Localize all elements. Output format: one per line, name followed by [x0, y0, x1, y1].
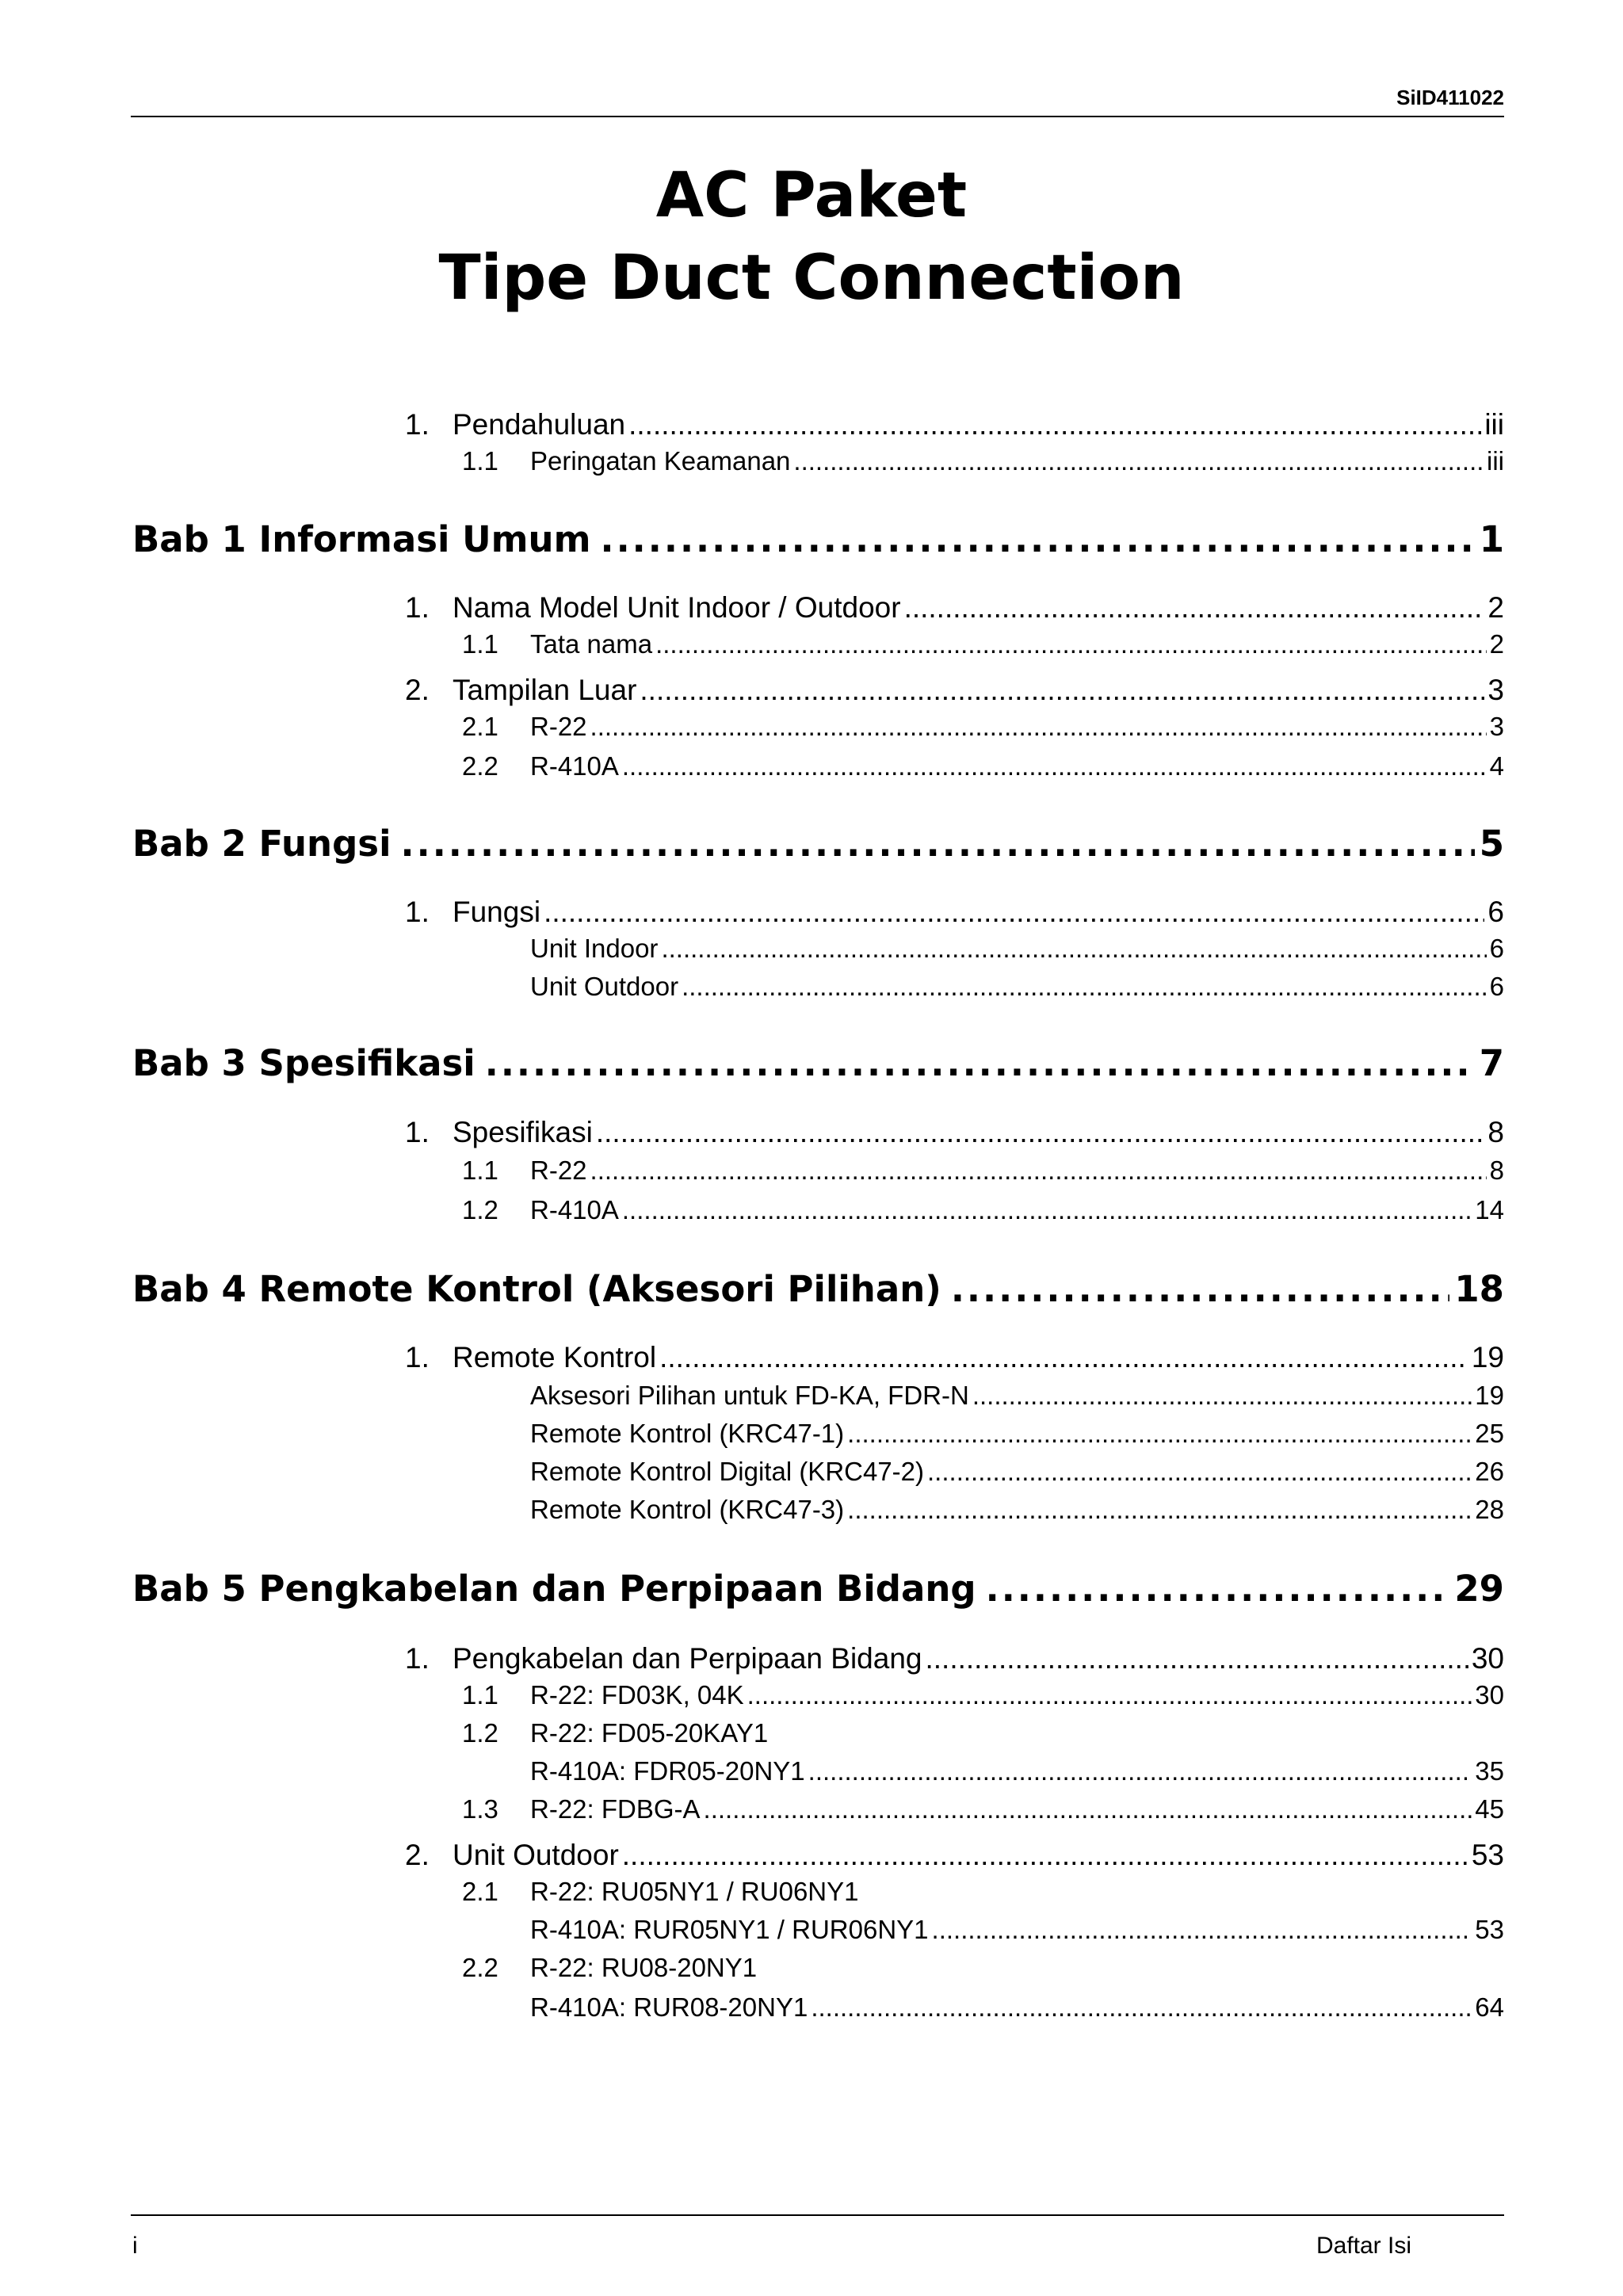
- toc-leader-dots: [704, 1793, 1472, 1826]
- toc-page-number: 3: [1489, 712, 1504, 741]
- toc-entry-label: Tata nama: [530, 629, 653, 659]
- toc-leader-dots: [972, 1379, 1472, 1412]
- toc-leader-dots: [793, 445, 1484, 478]
- toc-entry-label: Fungsi: [453, 896, 541, 928]
- toc-entry-label: R-22: RU05NY1 / RU06NY1: [530, 1877, 859, 1906]
- document-code: SiID411022: [1396, 86, 1504, 109]
- toc-entry-remote-kontrol[interactable]: [405, 1339, 1504, 1376]
- toc-entry-number: 1.1: [462, 1156, 498, 1185]
- toc-entry-rur05ny1[interactable]: [530, 1913, 1504, 1946]
- toc-page-number: 4: [1489, 751, 1504, 781]
- toc-entry-label: R-410A: [530, 1195, 619, 1224]
- toc-page-number: 3: [1487, 674, 1504, 706]
- toc-entry-label: Unit Outdoor: [530, 972, 679, 1001]
- toc-page-number: iii: [1487, 446, 1504, 476]
- toc-leader-dots: [622, 1194, 1472, 1227]
- toc-entry-ru08-20ny1[interactable]: [462, 1951, 1504, 1985]
- toc-leader-dots: [401, 820, 1475, 868]
- toc-leader-dots: [485, 1040, 1475, 1087]
- toc-entry-fd05-20kay1[interactable]: [462, 1717, 1504, 1750]
- header-divider: [131, 116, 1504, 117]
- toc-page-number: 5: [1479, 823, 1504, 865]
- toc-page-number: 30: [1471, 1642, 1504, 1675]
- toc-page-number: 1: [1479, 518, 1504, 560]
- toc-entry-label: R-410A: [530, 751, 619, 781]
- toc-entry-krc47-1[interactable]: [530, 1417, 1504, 1450]
- toc-chapter-label: Bab 4 Remote Kontrol (Aksesori Pilihan): [132, 1268, 941, 1310]
- toc-entry-number: 1.: [405, 1642, 430, 1675]
- toc-chapter-bab-1[interactable]: [132, 516, 1504, 563]
- toc-entry-label: R-22: [530, 712, 587, 741]
- toc-page-number: 26: [1475, 1457, 1504, 1486]
- toc-entry-pengkabelan[interactable]: [405, 1641, 1504, 1677]
- toc-entry-ru05ny1[interactable]: [462, 1875, 1504, 1908]
- toc-page-number: 35: [1475, 1756, 1504, 1786]
- toc-leader-dots: [986, 1565, 1450, 1613]
- toc-entry-label: R-22: FDBG-A: [530, 1794, 701, 1824]
- toc-entry-label: Unit Outdoor: [453, 1839, 619, 1871]
- toc-chapter-bab-4[interactable]: [132, 1266, 1504, 1313]
- toc-page-number: 19: [1471, 1341, 1504, 1373]
- toc-entry-label: R-22: FD03K, 04K: [530, 1680, 744, 1710]
- toc-entry-label: Tampilan Luar: [453, 674, 637, 706]
- toc-page-number: 6: [1489, 934, 1504, 963]
- toc-entry-number: 1.2: [462, 1718, 498, 1748]
- toc-leader-dots: [661, 932, 1486, 965]
- footer-divider: [131, 2214, 1504, 2216]
- toc-leader-dots: [747, 1679, 1472, 1712]
- toc-entry-label: Aksesori Pilihan untuk FD-KA, FDR-N: [530, 1381, 969, 1410]
- toc-entry-fungsi[interactable]: [405, 894, 1504, 930]
- toc-entry-number: 1.3: [462, 1794, 498, 1824]
- toc-entry-number: 1.: [405, 1116, 430, 1148]
- toc-page-number: 64: [1475, 1992, 1504, 2022]
- toc-leader-dots: [622, 750, 1487, 783]
- toc-entry-unit-outdoor-piping[interactable]: [405, 1837, 1504, 1874]
- toc-entry-r410a[interactable]: [462, 750, 1504, 783]
- toc-page-number: 2: [1487, 591, 1504, 624]
- toc-leader-dots: [640, 672, 1484, 709]
- toc-page-number: 45: [1475, 1794, 1504, 1824]
- toc-leader-dots: [628, 407, 1481, 443]
- toc-entry-number: 1.1: [462, 629, 498, 659]
- toc-entry-spesifikasi-r410a[interactable]: [462, 1194, 1504, 1227]
- toc-page-number: 2: [1489, 629, 1504, 659]
- toc-leader-dots: [544, 894, 1484, 930]
- toc-entry-aksesori-pilihan[interactable]: [530, 1379, 1504, 1412]
- title-line-2: Tipe Duct Connection: [438, 243, 1185, 314]
- toc-entry-number: 1.: [405, 591, 430, 624]
- toc-entry-r22[interactable]: [462, 710, 1504, 743]
- title-line-1: AC Paket: [655, 160, 968, 231]
- toc-entry-number: 1.1: [462, 1680, 498, 1710]
- toc-entry-number: 2.1: [462, 1877, 498, 1906]
- toc-entry-number: 2.: [405, 674, 430, 706]
- toc-entry-label: R-410A: FDR05-20NY1: [530, 1756, 805, 1786]
- toc-chapter-bab-3[interactable]: [132, 1040, 1504, 1087]
- toc-entry-unit-outdoor[interactable]: [530, 970, 1504, 1003]
- toc-page-number: 53: [1471, 1839, 1504, 1871]
- toc-page-number: 6: [1487, 896, 1504, 928]
- toc-page-number: iii: [1484, 408, 1504, 441]
- toc-chapter-bab-5[interactable]: [132, 1565, 1504, 1613]
- toc-entry-number: 1.: [405, 1341, 430, 1373]
- toc-chapter-label: Bab 2 Fungsi: [132, 823, 391, 865]
- toc-leader-dots: [622, 1837, 1468, 1874]
- toc-entry-number: 1.: [405, 408, 430, 441]
- toc-entry-label: R-410A: RUR05NY1 / RUR06NY1: [530, 1915, 929, 1944]
- toc-entry-label: R-22: RU08-20NY1: [530, 1953, 758, 1982]
- toc-entry-label: Pengkabelan dan Perpipaan Bidang: [453, 1642, 922, 1675]
- toc-chapter-label: Bab 1 Informasi Umum: [132, 518, 591, 560]
- toc-entry-label: Remote Kontrol (KRC47-1): [530, 1419, 845, 1448]
- toc-chapter-label: Bab 5 Pengkabelan dan Perpipaan Bidang: [132, 1568, 976, 1610]
- toc-leader-dots: [600, 516, 1474, 563]
- toc-page-number: 29: [1454, 1568, 1504, 1610]
- toc-entry-label: Nama Model Unit Indoor / Outdoor: [453, 591, 901, 624]
- toc-leader-dots: [926, 1641, 1468, 1677]
- toc-entry-nama-model[interactable]: [405, 590, 1504, 626]
- document-title: [0, 155, 1623, 319]
- toc-entry-rur08-20ny1[interactable]: [530, 1991, 1504, 2024]
- toc-page-number: 53: [1475, 1915, 1504, 1944]
- toc-entry-number: 1.2: [462, 1195, 498, 1224]
- toc-page-number: 30: [1475, 1680, 1504, 1710]
- toc-leader-dots: [590, 710, 1487, 743]
- toc-leader-dots: [590, 1154, 1487, 1187]
- toc-entry-label: Spesifikasi: [453, 1116, 593, 1148]
- toc-entry-number: 2.2: [462, 1953, 498, 1982]
- toc-leader-dots: [659, 1339, 1468, 1376]
- toc-entry-label: Unit Indoor: [530, 934, 659, 963]
- toc-entry-label: R-22: FD05-20KAY1: [530, 1718, 769, 1748]
- toc-entry-number: 1.: [405, 896, 430, 928]
- toc-entry-number: 2.: [405, 1839, 430, 1871]
- toc-leader-dots: [951, 1266, 1450, 1313]
- toc-leader-dots: [682, 970, 1487, 1003]
- toc-leader-dots: [808, 1755, 1472, 1788]
- toc-leader-dots: [847, 1417, 1472, 1450]
- toc-leader-dots: [655, 628, 1487, 661]
- toc-leader-dots: [811, 1991, 1472, 2024]
- toc-chapter-label: Bab 3 Spesifikasi: [132, 1042, 475, 1084]
- toc-entry-label: Peringatan Keamanan: [530, 446, 791, 476]
- toc-leader-dots: [904, 590, 1485, 626]
- toc-entry-number: 2.1: [462, 712, 498, 741]
- toc-entry-unit-indoor[interactable]: [530, 932, 1504, 965]
- toc-leader-dots: [847, 1493, 1472, 1526]
- toc-page-number: 8: [1489, 1156, 1504, 1185]
- toc-entry-label: R-410A: RUR08-20NY1: [530, 1992, 808, 2022]
- toc-entry-label: Pendahuluan: [453, 408, 626, 441]
- toc-page-number: 18: [1454, 1268, 1504, 1310]
- toc-chapter-bab-2[interactable]: [132, 820, 1504, 868]
- toc-entry-pendahuluan[interactable]: [405, 407, 1504, 443]
- toc-entry-peringatan-keamanan[interactable]: [462, 445, 1504, 478]
- toc-page-number: 25: [1475, 1419, 1504, 1448]
- toc-entry-label: Remote Kontrol (KRC47-3): [530, 1495, 845, 1524]
- toc-entry-fdr05-20ny1[interactable]: [530, 1755, 1504, 1788]
- toc-entry-number: 2.2: [462, 751, 498, 781]
- toc-leader-dots: [596, 1114, 1485, 1151]
- toc-entry-fd03k[interactable]: [462, 1679, 1504, 1712]
- toc-entry-label: R-22: [530, 1156, 587, 1185]
- toc-entry-krc47-2[interactable]: [530, 1455, 1504, 1488]
- toc-entry-label: Remote Kontrol Digital (KRC47-2): [530, 1457, 925, 1486]
- toc-entry-number: 1.1: [462, 446, 498, 476]
- toc-page-number: 6: [1489, 972, 1504, 1001]
- toc-entry-spesifikasi-r22[interactable]: [462, 1154, 1504, 1187]
- toc-leader-dots: [932, 1913, 1472, 1946]
- toc-page-number: 28: [1475, 1495, 1504, 1524]
- toc-page-number: 19: [1475, 1381, 1504, 1410]
- toc-entry-label: Remote Kontrol: [453, 1341, 657, 1373]
- toc-page-number: 14: [1475, 1195, 1504, 1224]
- toc-entry-fdbg-a[interactable]: [462, 1793, 1504, 1826]
- toc-page-number: 7: [1479, 1042, 1504, 1084]
- footer-page-number: i: [132, 2233, 138, 2259]
- toc-entry-krc47-3[interactable]: [530, 1493, 1504, 1526]
- toc-entry-spesifikasi[interactable]: [405, 1114, 1504, 1151]
- footer-section-name: Daftar Isi: [1316, 2233, 1411, 2259]
- toc-leader-dots: [927, 1455, 1472, 1488]
- toc-entry-tampilan-luar[interactable]: [405, 672, 1504, 709]
- toc-page-number: 8: [1487, 1116, 1504, 1148]
- toc-entry-tata-nama[interactable]: [462, 628, 1504, 661]
